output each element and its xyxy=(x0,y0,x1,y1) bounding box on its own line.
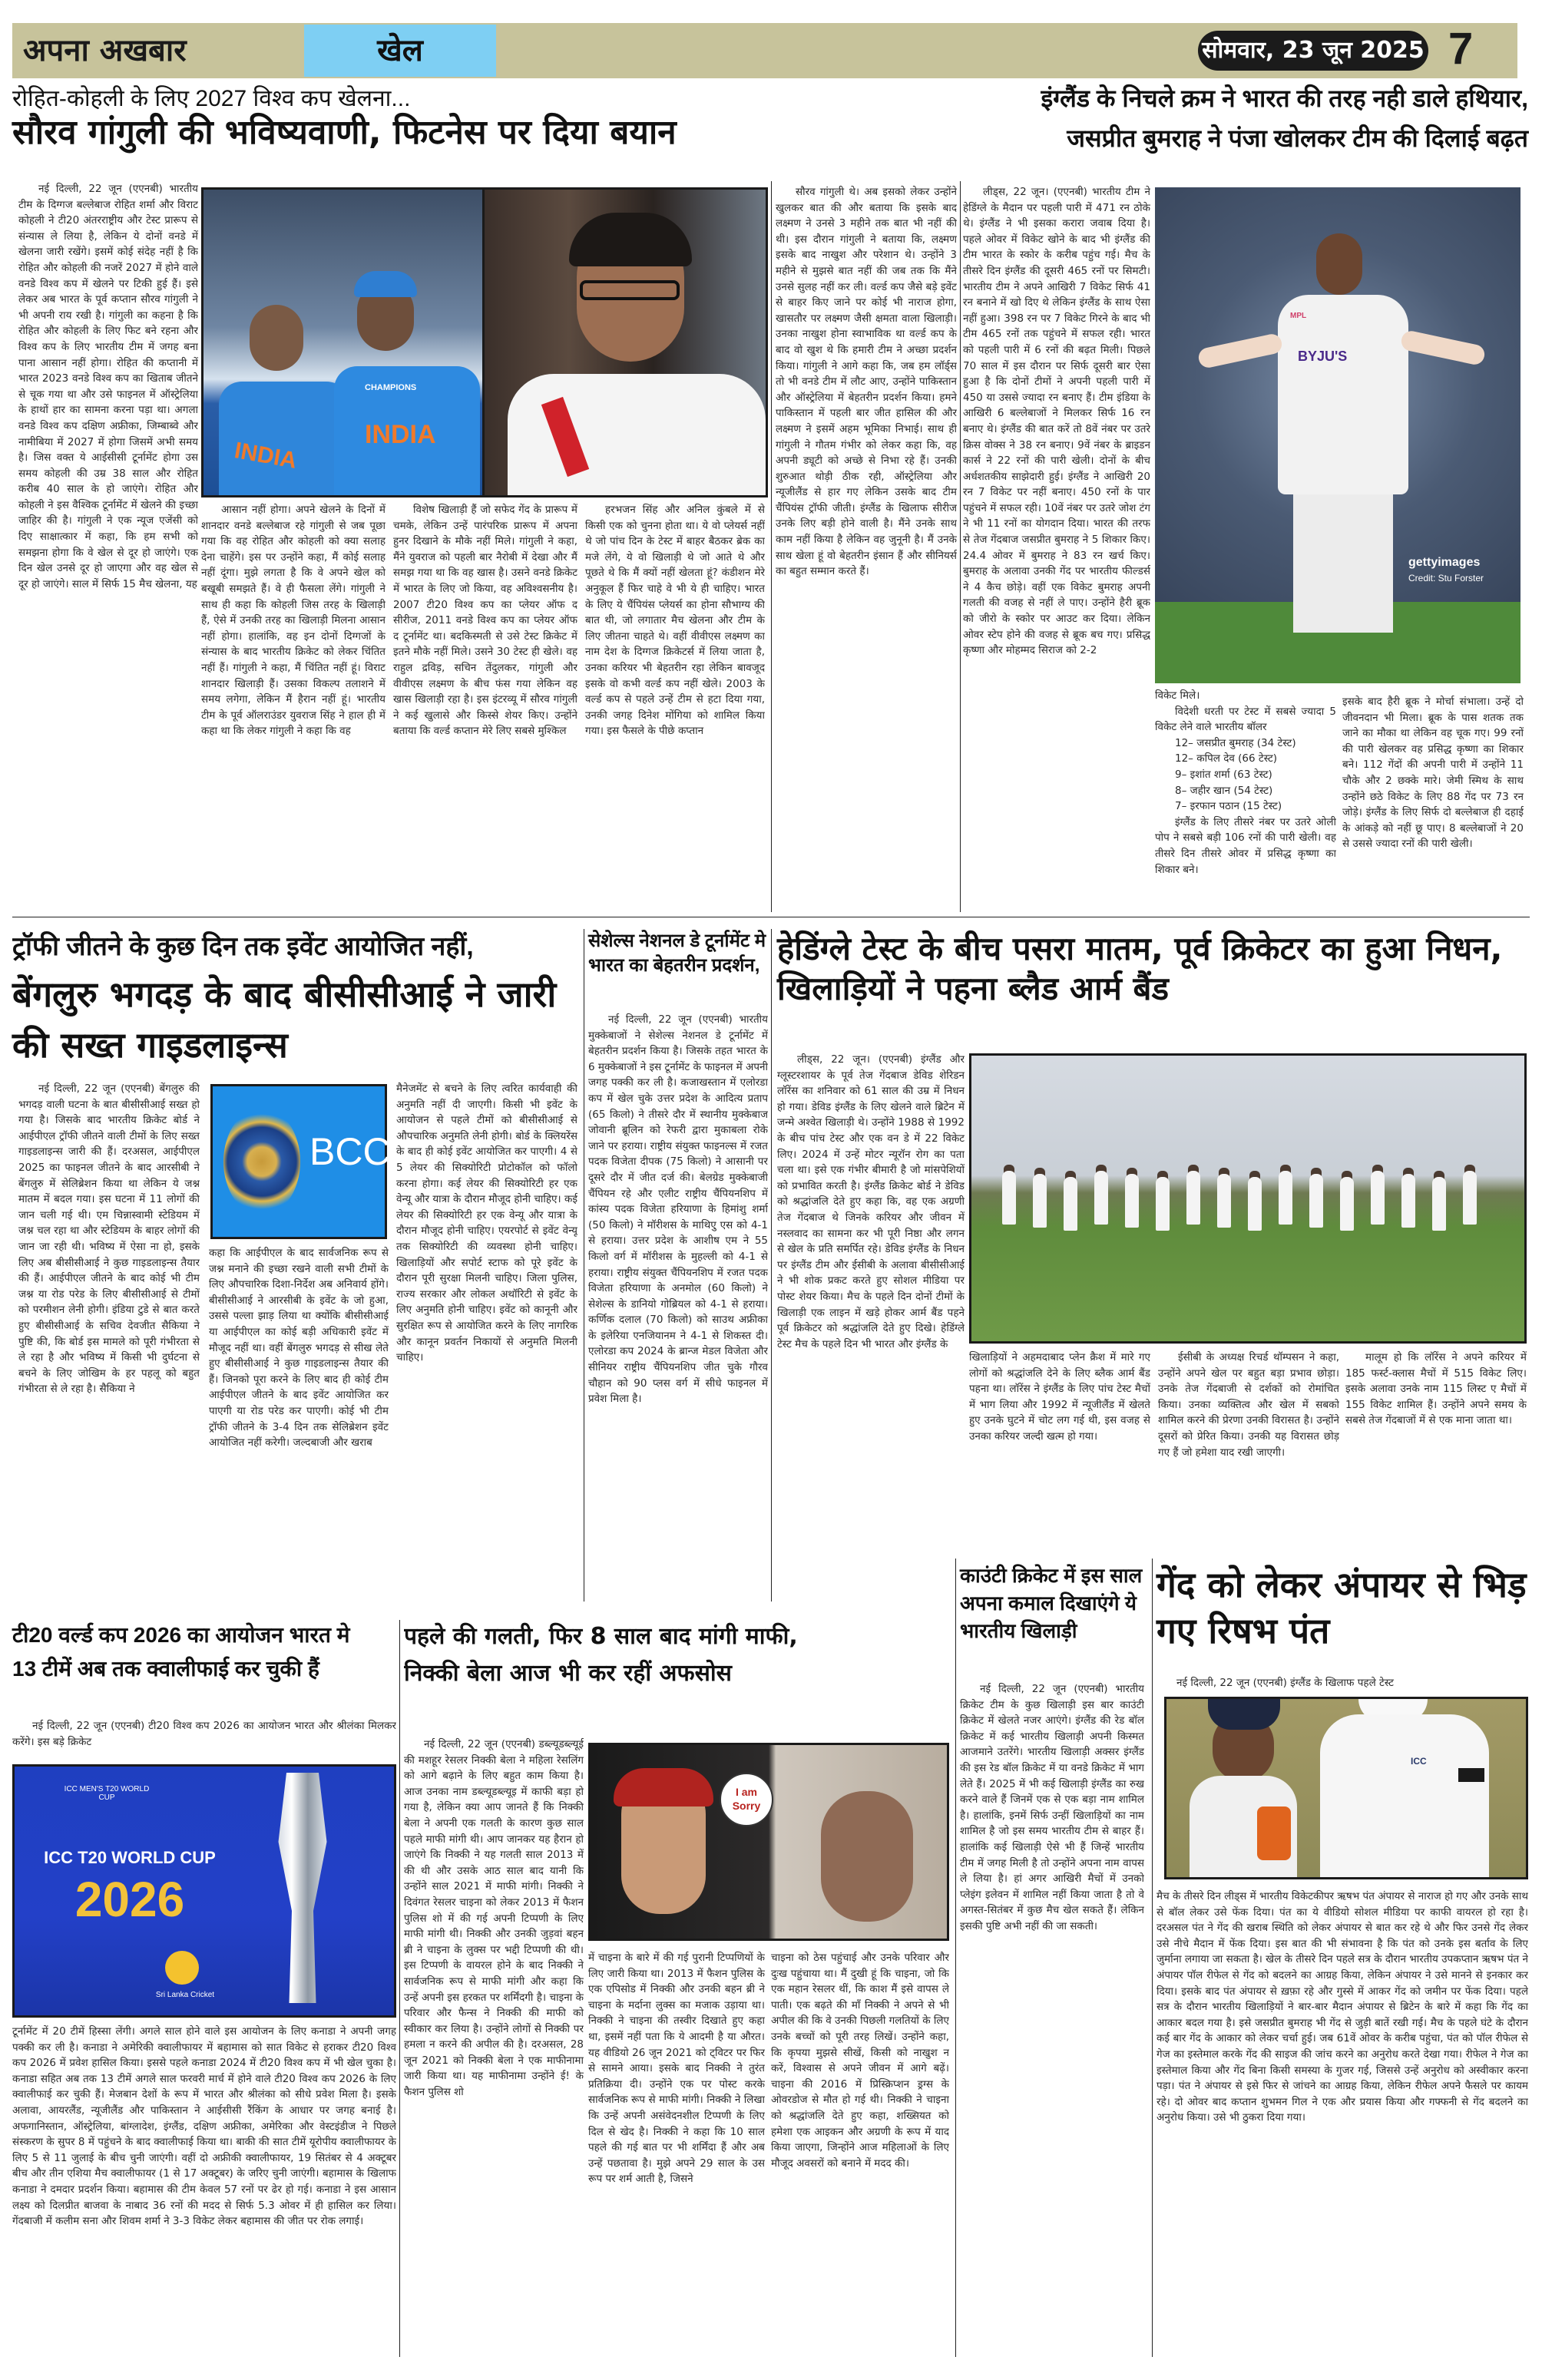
column-rule xyxy=(1152,1559,1153,2357)
ganguly-hair xyxy=(569,213,692,266)
partner-label: Sri Lanka Cricket xyxy=(155,1991,215,1999)
test-whites xyxy=(1278,295,1408,494)
section-tab[interactable] xyxy=(304,25,496,77)
boxing-headline: सेशेल्स नेशनल डे टूर्नामेंट मे भारत का बेहतरीन प्रदर्शन, xyxy=(588,931,766,976)
player-figure xyxy=(1125,1174,1139,1228)
bowler-list-item: 12– जसप्रीत बुमराह (34 टेस्ट) xyxy=(1175,736,1296,749)
player-figure xyxy=(1279,1171,1292,1225)
headingley-headline: हेडिंग्ले टेस्ट के बीच पसरा मातम, पूर्व क्रिकेटर का हुआ निधन, खिलाड़ियों ने पहना ब्लैड आर्म बैंड xyxy=(777,930,1503,1007)
ganguly-kicker: रोहित-कोहली के लिए 2027 विश्व कप खेलना... xyxy=(12,86,411,111)
page-number: 7 xyxy=(1448,24,1474,74)
players-line xyxy=(1002,1163,1494,1232)
column-rule xyxy=(771,181,772,912)
right-arm xyxy=(1399,329,1486,366)
nikki-col-1: नई दिल्ली, 22 जून (एएनबी) डब्ल्यूडब्ल्यूई की मशहूर रेसलर निक्की बेला ने महिला रेसलिंग को आगे बढ़ाने के लिए बहुत काम किया है। आज उनका नाम डब्ल्यूडब्ल्यूइ में काफी बड़ा हो गया है, लेकिन क्या आप जानते हैं कि निक्की बेला ने अपनी एक गलती के कारण कुछ साल पहले माफी मांगी थी। आप जानकर यह हैरान हो जाएंगे कि निक्की ने यह गलती साल 2013 में की थी और उसके आठ साल बाद यानी कि उन्होंने साल 2021 में माफी मांगी। निक्की ने दिवंगत रेसलर चाइना को लेकर 2013 में फैशन पुलिस शो में की गई अपनी टिप्पणी के लिए माफी मांगी थी। निक्की और उनकी जुड़वां बहन ब्री ने चाइना के लुक्स पर भद्दी टिप्पणी की थी। इस टिप्पणी के वायरल होने के बाद निक्की ने सार्वजनिक रूप से माफी मांगी और कहा कि उन्हें अपनी इस हरकत पर शर्मिंदगी है। चाइना के परिवार और फैन्स ने निक्की की माफी को स्वीकार कर लिया है। उन्होंने लोगों से निक्की पर हमला न करने की अपील की है। दरअसल, 28 जून 2021 को निक्की बेला ने एक माफीनामा जारी किया था। यह माफीनामा उन्होंने ई! के फैशन पुलिस शो xyxy=(404,1738,584,2099)
nikki-photo xyxy=(588,1743,949,1941)
column-rule xyxy=(399,1620,400,2357)
pant-headline: गेंद को लेकर अंपायर से भिड़ गए रिषभ पंत xyxy=(1156,1564,1527,1651)
nikki-headline-2: निक्की बेला आज भी कर रहीं अफसोस xyxy=(404,1660,732,1687)
glasses-shape xyxy=(580,280,680,300)
bumrah-face xyxy=(1316,233,1362,295)
ganguly-col-3: विशेष खिलाड़ी हैं जो सफेद गेंद के प्रारूप में चमके, लेकिन उन्हें पारंपरिक प्रारूप में अपना हुनर दिखाने के मौके नहीं मिले। गांगुली ने कहा, मैंने युवराज को पहली बार नैरोबी में देखा और मैं समझ गया था कि वह खास है। उसने वनडे क्रिकेट में भारत के लिए जो किया, वह अविश्वसनीय है। 2007 टी20 विश्व कप का प्लेयर ऑफ द सीरीज, 2011 वनडे विश्व कप का प्लेयर ऑफ द टूर्नामेंट था। बदकिस्मती से उसे टेस्ट क्रिकेट में इतने मौके नहीं मिले। उसने 30 टेस्ट ही खेले। वह राहुल द्रविड़, सचिन तेंदुलकर, गांगुली और वीवीएस लक्ष्मण के बीच फंस गया लेकिन वह खास खिलाड़ी रहा है। इस इंटरव्यू में सौरव गांगुली ने कई खुलासे और किस्से शेयर किए। उन्होंने बताया कि वर्ल्ड कप्तान मेरे लिए सबसे मुश्किल xyxy=(393,504,577,738)
boxing-body: नई दिल्ली, 22 जून (एएनबी) भारतीय मुक्केबाजों ने सेशेल्स नेशनल डे टूर्नामेंट में बेहतरीन प्रदर्शन किया है। जिसके तहत भारत के 6 मुक्केबाजों ने इस टूर्नामेंट के फाइनल में अपनी जगह पक्की कर ली है। कजाखस्तान में एलोरडा कप में खेल चुके उत्तर प्रदेश के आदित्य प्रताप (65 किलो) ने तीसरे दौर में स्थानीय मुक्केबाज जोवानी ब्रूलिन को रेफरी द्वारा मुकाबला रोके जाने पर हराया। राष्ट्रीय संयुक्त फाइनल्स में रजत पदक विजेता दीपक (75 किलो) ने आसानी पर दूसरे दौर में जीत दर्ज की। बेलग्रेड मुक्केबाजी चैंपियन रहे और एलीट राष्ट्रीय चैंपियनशिप में कांस्य पदक विजेता हरियाणा के हिमांशु शर्मा (50 किलो) ने मॉरीशस के माथिएु एस को 4-1 से हराया। उत्तर प्रदेश के आशीष एम ने 55 किलो वर्ग में मॉरीशस के मुहल्ली को 4-1 से हराया। राष्ट्रीय संयुक्त चैंपियनशिप में रजत पदक विजेता हरियाणा के अनमोल (60 किलो) ने सेशेल्स के डानियो गोब्रियल को 4-1 से हराया। कर्णिक दलाल (70 किलो) को साउथ अफ्रीका के इलेरिया एनजियानम ने 4-1 से शिकस्त दी। एलोरडा कप 2024 के ब्रान्ज मेडल विजेता और सीनियर राष्ट्रीय चैंपियनशिप जीत चुके गौरव चौहान को 90 प्लस वर्ग में सीधे फाइनल में प्रवेश मिला है। xyxy=(588,1013,768,1406)
nikki-headline-1: पहले की गलती, फिर 8 साल बाद मांगी माफी, xyxy=(404,1623,798,1650)
bcci-logo-text: BCCI xyxy=(309,1130,402,1173)
date-badge: सोमवार, 23 जून 2025 xyxy=(1198,31,1428,71)
bowler-list-item: 12– कपिल देव (66 टेस्ट) xyxy=(1175,752,1278,765)
white-shirt xyxy=(508,374,766,497)
icc-badge: ICC xyxy=(1411,1756,1427,1767)
player-figure xyxy=(1186,1171,1200,1225)
player-figure xyxy=(1463,1171,1477,1225)
speech-bubble: I am Sorry xyxy=(720,1773,773,1826)
bcci-col-1: नई दिल्ली, 22 जून (एएनबी) बेंगलुरु की भगदड़ वाली घटना के बात बीसीसीआई सख्त हो गया है। जिसके बाद भारतीय क्रिकेट बोर्ड ने आईपीएल ट्रॉफी जीतने वाली टीमों के लिए सख्त गाइडलाइन्स जारी की हैं। दरअसल, आईपीएल 2025 का फाइनल जीतने के बाद आरसीबी ने बेंगलुरु में सेलिब्रेशन किया था लेकिन ये जश्न मातम में बदल गया। इस घटना में 11 लोगों की जान चली गई थी। एम चिन्नास्वामी स्टेडियम में जश्न चल रहा था और स्टेडियम के बाहर लोगों की जान जा रही थी। भविष्य में ऐसा ना हो, इसके लिए अब बीसीसीआई ने कुछ गाइडलाइन्स तैयार की हैं। आईपीएल जीतने के बाद कोई भी टीम जश्न या रोड परेड के लिए बीसीसीआई से टीमों को परमीशन लेनी होगी। इंडिया टुडे से बात करते हुए बीसीसीआई के सचिव देवजीत सैकिया ने पुष्टि की, कि बोर्ड इस मामले को पूरी गंभीरता से ले रहा है और भविष्य में किसी भी दुर्घटना से बचने के लिए जोखिम के हर पहलू को बहुत गंभीरता से ले रहा है। सैकिया ने xyxy=(18,1083,200,1396)
left-arm xyxy=(1196,332,1283,369)
bcci-crest-icon xyxy=(223,1108,300,1215)
section-label: खेल xyxy=(377,33,423,68)
keeping-gloves xyxy=(1257,1806,1291,1860)
pant-cap xyxy=(1208,1699,1280,1730)
bowler-list-item: 8– जहीर खान (54 टेस्ट) xyxy=(1175,784,1273,797)
t20wc-event-title: ICC T20 WORLD CUP xyxy=(44,1848,216,1867)
county-body: नई दिल्ली, 22 जून (एएनबी) भारतीय क्रिकेट टीम के कुछ खिलाड़ी इस बार काउंटी क्रिकेट में खेलते नजर आएंगे। इंग्लैंड की रेड बॉल क्रिकेट में कई भारतीय खिलाड़ी अपनी किस्मत आजमाने उतरेंगे। भारतीय खिलाड़ी अक्सर इंग्लैंड की इस रेड बॉल क्रिकेट में या वनडे क्रिकेट में भाग लेते हैं। 2025 में भी कई खिलाड़ी इंग्लैंड का रुख करने वाले हैं जिनमें एक से एक बड़ा नाम शामिल है। हालांकि, इनमें सिर्फ उन्हीं खिलाड़ियों का नाम शामिल है जो इस समय भारतीय टीम से बाहर हैं। हालांकि कई खिलाड़ी ऐसे भी हैं जिन्हें भारतीय टीम में जगह मिली है तो उन्होंने अपना नाम वापस ले लिया है। हां अगर आखिरी मैचों में उनको प्लेइंग इलेवन में शामिल नहीं किया जाता है तो वे अगस्त-सितंबर में कुछ मैच खेल सकते हैं। लेकिन इसकी पुष्टि अभी नहीं की जा सकती। xyxy=(960,1683,1144,1932)
player-figure xyxy=(1217,1174,1231,1228)
pant-umpire-photo xyxy=(1164,1697,1528,1879)
bowler-list-title: विदेशी धरती पर टेस्ट में सबसे ज्यादा 5 विकेट लेने वाले भारतीय बॉलर xyxy=(1155,705,1336,734)
brand-logo: अपना अखबार xyxy=(23,32,187,68)
getty-watermark: gettyimages xyxy=(1408,556,1481,569)
ganguly-headline: सौरव गांगुली की भविष्यवाणी, फिटनेस पर दिया बयान xyxy=(12,113,677,152)
black-armband xyxy=(1458,1768,1484,1782)
player-figure xyxy=(1371,1171,1385,1225)
player-figure xyxy=(1401,1174,1415,1228)
t20wc-small-logo: ICC MEN'S T20 WORLD CUP xyxy=(64,1785,150,1802)
headingley-col-3: ईसीबी के अध्यक्ष रिचर्ड थॉम्पसन ने कहा, उन्होंने अपने खेल पर बहुत बड़ा प्रभाव छोड़ा। उनके तेज गेंदबाजी से दर्शकों को रोमांचित किया। उनका व्यक्तित्व और खेल में सबको शामिल करने की प्रेरणा उनकी विरासत है। उन्होंने दूसरों को प्रेरित किया। उनकी यह विरासत छोड़ गए हैं जो हमेशा याद रखी जाएगी। xyxy=(1158,1351,1339,1459)
player-figure xyxy=(1248,1177,1262,1231)
t20wc-year: 2026 xyxy=(74,1872,185,1927)
ganguly-col-5: सौरव गांगुली थे। अब इसको लेकर उन्होंने खुलकर बात की और बताया कि इसके बाद लक्ष्मण ने उनसे 3 महीने तक बात भी नहीं की थी। इस दौरान गांगुली ने बताया कि, लक्ष्मण इसके बाद नाखुश और परेशान थे। उन्होंने 3 महीने से मुझसे बात नहीं की जब तक कि मैंने उनसे सुलह नहीं कर ली। वर्ल्ड कप जैसे बड़े इवेंट से बाहर किए जाने पर कोई भी नाराज होगा, खासतौर पर लक्ष्मण जैसी क्षमता वाला खिलाड़ी। उनका नाखुश होना स्वाभाविक था वर्ल्ड कप के बाद वो खुश थे कि हमारी टीम ने अच्छा प्रदर्शन किया। गांगुली ने आगे कहा कि, जब हम लॉर्ड्स तो भी वनडे टीम में लौट आए, उन्होंने पाकिस्तान और ऑस्ट्रेलिया में बेहतरीन प्रदर्शन किया। हमने पाकिस्तान में पहली बार जीत हासिल की और लक्ष्मण ने इसमें अहम भूमिका निभाई। साथ ही गांगुली ने गौतम गंभीर को लेकर कहा कि, वह अपनी ड्यूटी को अच्छे से निभा रहे हैं। उनकी शुरुआत थोड़ी ठीक रही, ऑस्ट्रेलिया और न्यूजीलैंड से हार गए लेकिन उसके बाद टीम चैंपियंस ट्रॉफी जीती। इंग्लैंड के खिलाफ सीरीज उनके लिए बड़ी होने वाली है। मैंने उनके साथ काम नहीं किया है लेकिन वह जुनूनी है। मैं उनके साथ खेला हूं वो बेहतरीन इंसान हैं और सीनियर्स का बहुत सम्मान करते हैं। xyxy=(776,186,957,578)
bumrah-col-1: लीड्स, 22 जून। (एएनबी) भारतीय टीम ने हेडिंग्ले के मैदान पर पहली पारी में 471 रन ठोके थे। इंग्लैंड ने भी इसका करारा जवाब दिया है। पहले ओवर में विकेट खोने के बाद भी इंग्लैंड की टीम भारत के स्कोर के करीब पहुंच गई। मैच के तीसरे दिन इंग्लैंड की दूसरी 465 रनों पर सिमटी। भारतीय टीम ने अपने आखिरी 7 विकेट सिर्फ 41 रन बनाने में खो दिए थे लेकिन इंग्लैंड के साथ ऐसा नहीं हुआ। 398 रन पर 7 विकेट गिरने के बाद भी टीम 465 रनों तक पहुंचने में सफल रही। भारत को पहली पारी में 6 रनों की बढ़त मिली। पिछले 70 साल में इस दौरान पर सिर्फ दूसरी बार ऐसा हुआ है कि दोनों टीमों ने अपनी पहली पारी में 450 या उससे ज्यादा रन बनाए हैं। टीम इंडिया के आखिरी 6 बल्लेबाजों ने मिलकर सिर्फ 16 रन बनाए थे। इंग्लैंड की बात करें तो 8वें नंबर पर उतरे क्रिस वोक्स ने 38 रन बनाए। 9वें नंबर के ब्राइडन कार्स ने 22 रनों की पारी खेली। दोनों के बीच अर्धशतकीय साझेदारी हुई। इंग्लैंड ने आखिरी 20 रन 7 विकेट पर नहीं बनाए। 450 रनों के पार पहुंचने में सफल रही। 10वें नंबर पर उतरे जोश टंग ने भी 11 रनों का योगदान दिया। भारत की तरफ से तेज गेंदबाज जसप्रीत बुमराह ने 5 शिकार किए। 24.4 ओवर में बुमराह ने 83 रन खर्च किए। बुमराह के अलावा उनकी गेंद पर भारतीय फील्डर्स ने 4 कैच छोड़े। वहीं एक विकेट बुमराह अपनी गलती की वजह से नहीं ले पाए। उन्होंने हैरी ब्रूक को जीरो के स्कोर पर आउट कर दिया। लेकिन ओवर स्टेप होने की वजह से ब्रूक बच गए। प्रसिद्ध कृष्णा और मोहम्मद सिराज को 2-2 xyxy=(963,186,1150,657)
ganguly-col-4: हरभजन सिंह और अनिल कुंबले में से किसी एक को चुनना होता था। ये वो प्लेयर्स नहीं थे जो पांच दिन के टेस्ट में बाहर बैठकर ब्रेक का मजे लेंगे, ये वो खिलाड़ी थे जो आते थे और पूछते थे कि मैं क्यों नहीं खेलता हूं? कंडीशन मेरे अनुकूल हैं फिर चाहे वे भी ये ही चाहिए। भारत के लिए ये चैंपियंस प्लेयर्स का होना सौभाग्य की बात थी, जो लगातार मैच खेलना और टीम के लिए जीतना चाहते थे। वहीं वीवीएस लक्ष्मण का नाम देश के दिग्गज क्रिकेटर्स में लिया जाता है, उनका करियर भी बेहतरीन रहा लेकिन बावजूद इसके वो कभी वर्ल्ड कप नहीं खेले। 2003 के वर्ल्ड कप से पहले उन्हें टीम से हटा दिया गया, उनकी जगह दिनेश मोंगिया को शामिल किया गया। इस फैसले के पीछे कप्तान xyxy=(585,504,765,738)
player-head-1 xyxy=(250,305,303,371)
bumrah-col-2-after: इंग्लैंड के लिए तीसरे नंबर पर उतरे ओली पोप ने सबसे बड़ी 106 रनों की पारी खेली। वह तीसरे दिन तीसरे ओवर में प्रसिद्ध कृष्णा का शिकार बने। xyxy=(1155,815,1336,876)
headingley-team-photo xyxy=(969,1053,1527,1344)
trophy-icon xyxy=(276,1773,329,2003)
cap-shape xyxy=(354,271,417,297)
bumrah-col-2-intro: विकेट मिले। xyxy=(1155,689,1200,702)
nikki-col-2: में चाइना के बारे में की गई पुरानी टिप्पणियों के लिए जारी किया था। 2013 में फैशन पुलिस के एक एपिसोड में निक्की और उनकी बहन ब्री ने चाइना के मर्दाना लुक्स का मजाक उड़ाया था। निक्की ने चाइना की तस्वीर दिखाते हुए कहा था, इसमें नहीं पता कि ये आदमी है या औरत। यह वीडियो 26 जून 2021 को ट्विटर पर फिर से सामने आया। इसके बाद निक्की ने तुरंत प्रतिक्रिया दी। उन्होंने एक पर पोस्ट करके सार्वजनिक रूप से माफी मांगी। निक्की ने लिखा कि उन्हें अपनी असंवेदनशील टिप्पणी के लिए दिल से खेद है। निक्की ने कहा कि 10 साल पहले की गई बात पर भी शर्मिंदा हैं और अब उन्हें पछतावा है। मुझे अपने 29 साल के उस रूप पर शर्म आती है, जिसने xyxy=(588,1952,765,2186)
pant-lede: नई दिल्ली, 22 जून (एएनबी) इंग्लैंड के खिलाफ पहले टेस्ट xyxy=(1176,1677,1394,1689)
bumrah-col-2 xyxy=(1155,688,1336,878)
t20wc-body: टूर्नामेंट में 20 टीमें हिस्सा लेंगी। अगले साल होने वाले इस आयोजन के लिए कनाडा ने अपनी जगह पक्की कर ली है। कनाडा ने अमेरिकी क्वालीफायर में बहामास को सात विकेट से हराकर टी20 विश्व कप 2026 में प्रवेश हासिल किया। इससे पहले कनाडा 2024 में टी20 विश्व कप में भी खेल चुका है। कनाडा सहित अब तक 13 टीमें अगले साल फरवरी मार्च में होने वाले टी20 विश्व कप 2026 के लिए क्वालीफाई कर चुकी हैं। मेजबान देशों के रूप में भारत और श्रीलंका को सीधे प्रवेश मिला है। इसके अलावा, आयरलैंड, न्यूजीलैंड और पाकिस्तान ने आईसीसी रैंकिंग के आधार पर जगह बनाई है। अफगानिस्तान, ऑस्ट्रेलिया, बांग्लादेश, इंग्लैंड, दक्षिण अफ्रीका, अमेरिका और वेस्टइंडीज ने पिछले संस्करण के सुपर 8 में पहुंचने के बाद क्वालीफाई किया था। बाकी की सात टीमें यूरोपीय क्वालीफायर के लिए 5 से 11 जुलाई के बीच चुनी जाएंगी। वहीं दो अफ्रीकी क्वालीफायर, 19 सितंबर से 4 अक्टूबर बीच और तीन एशिया मैच क्वालीफायर (1 से 17 अक्टूबर) के जरिए चुनी जाएंगी। बहामास के खिलाफ कनाडा ने दमदार प्रदर्शन किया। बहामास की टीम केवल 57 रनों पर ढेर हो गई। कनाडा ने इस आसान लक्ष्य को दिलप्रीत बाजवा के नाबाद 36 रनों की मदद से सिर्फ 5.3 ओवर में ही हासिल कर लिया। गेंदबाजी में कलीम सना और शिवम शर्मा ने 3-3 विकेट लेकर बहामास की जीत पर रोक लगाई। xyxy=(12,2025,396,2228)
umpire-shirt xyxy=(1320,1714,1489,1879)
player-figure xyxy=(1064,1177,1077,1231)
player-figure xyxy=(1432,1177,1446,1231)
jersey-text-2: INDIA xyxy=(365,420,436,449)
photo-credit: Credit: Stu Forster xyxy=(1408,573,1484,583)
player-figure xyxy=(1002,1171,1016,1225)
column-rule xyxy=(960,181,961,912)
t20wc-graphic xyxy=(12,1764,396,2018)
bcci-logo-image xyxy=(210,1084,402,1239)
bcci-col-3: मैनेजमेंट से बचने के लिए त्वरित कार्यवाही की अनुमति नहीं दी जाएगी। किसी भी इवेंट के आयोजन से पहले टीमों को बीसीसीआई से औपचारिक अनुमति लेनी होगी। बोर्ड के क्लियरेंस के बाद ही कोई इवेंट आयोजित कर पाएगी। 4 से 5 लेयर की सिक्योरिटी प्रोटोकॉल को फॉलो करना होगा। कई लेयर की सिक्योरिटी हर एक वेन्यू और यात्रा के दौरान मौजूद होनी चाहिए। कई लेयर की सिक्योरिटी हर एक वेन्यू और यात्रा के दौरान मौजूद होनी चाहिए। एयरपोर्ट से इवेंट वेन्यू तक सिक्योरिटी की व्यवस्था होनी चाहिए। खिलाड़ियों और सपोर्ट स्टाफ को पूरे इवेंट के दौरान पूरी सुरक्षा मिलनी चाहिए। जिला पुलिस, राज्य सरकार और लोकल अथॉरिटी से इवेंट के लिए अनुमति होनी चाहिए। इवेंट को कानूनी और सुरक्षित रूप से आयोजित करने के लिए नागरिक और कानून प्रवर्तन निकायों से अनुमति मिलनी चाहिए। xyxy=(396,1083,577,1364)
player-figure xyxy=(1033,1174,1047,1228)
jersey-text-1: INDIA xyxy=(232,438,299,474)
bumrah-headline-1: इंग्लैंड के निचले क्रम ने भारत की तरह नही डाले हथियार, xyxy=(1041,84,1528,112)
ganguly-photo xyxy=(482,187,768,497)
player-figure xyxy=(1340,1177,1354,1231)
t20wc-lede: नई दिल्ली, 22 जून (एएनबी) टी20 विश्व कप 2026 का आयोजन भारत और श्रीलंका मिलकर करेंगे। इस बड़े क्रिकेट xyxy=(12,1720,396,1748)
bcci-headline: बेंगलुरु भगदड़ के बाद बीसीसीआई ने जारी की सख्त गाइडलाइन्स xyxy=(12,973,557,1066)
red-cap xyxy=(614,1768,713,1806)
headingley-col-4: मालूम हो कि लॉरेंस ने अपने करियर में 185 फर्स्ट-क्लास मैचों में 515 विकेट लिए। इसके अलावा उनके नाम 115 लिस्ट ए मैचों में 155 विकेट शामिल हैं। उन्होंने अपने समय के सबसे तेज गेंदबाजों में से एक माना जाता था। xyxy=(1345,1351,1527,1427)
sri-lanka-cricket-emblem xyxy=(165,1951,199,1985)
pant-body: मैच के तीसरे दिन लीड्स में भारतीय विकेटकीपर ऋषभ पंत अंपायर से नाराज हो गए और उनके साथ से बॉल लेकर उसे फेंक दिया। पंत का ये वीडियो सोशल मीडिया पर काफी वायरल हो रहा है। दरअसल पंत ने गेंद की खराब स्थिति को लेकर अंपायर से बात कर रहे थे और फिर उनसे गेंद लेकर उसे नीचे मैदान में फेंक दिया। इस बात की भी संभावना है कि पंत को उनके इस बर्ताव के लिए जुर्माना लगाया जा सकता है। खेल के तीसरे दिन पहले सत्र के दौरान भारतीय उपकप्तान ऋषभ पंत ने अंपायर पॉल रीफेल से गेंद को बदलने का आग्रह किया, लेकिन अंपायर ने उसे मानने से इनकार कर दिया। इसके बाद पंत अंपायर से ख़फ़ा रहे और गुस्से में आकर गेंद को जमीन पर फेंक दिया। पहले सत्र के दौरान भारतीय खिलाड़ियों ने बार-बार मैदान अंपायर से ब्रिटेन के बारे में कहा कि गेंद का आकार बदल गया है। इसे जसप्रीत बुमराह भी गेंद से जुड़ी बातें रखी गई। मैच के पहले घंटे के दौरान कई बार गेंद के आकार को लेकर चर्चा हुई। जब 61वें ओवर के करीब पहुंचा, पंत को पॉल रीफेल से गेज का इस्तेमाल करके गेंद की साइज की जांच करने का अनुरोध करते देखा गया। रीफेल ने गेज का इस्तेमाल किया और गेंद बिना किसी समस्या के गुजर गई, जिससे उन्हें अनुरोध को अस्वीकार करना पड़ा। पंत ने अंपायर से इसे फिर से जांचने का आग्रह किया, लेकिन रीफेल अपने फैसले पर कायम रहे। दो ओवर बाद कप्तान शुभमन गिल ने एक और प्रयास किया और गफ्फनी से गेंद बदलने का अनुरोध किया। उसे भी ठुकरा दिया गया। xyxy=(1156,1890,1528,2124)
player-figure xyxy=(1309,1174,1323,1228)
bumrah-headline-2: जसप्रीत बुमराह ने पंजा खोलकर टीम की दिलाई बढ़त xyxy=(1067,124,1528,152)
bumrah-col-3: इसके बाद हैरी ब्रूक ने मोर्चा संभाला। उन्हें दो जीवनदान भी मिला। ब्रूक के पास शतक तक जाने का मौका था लेकिन वह चूक गए। 99 रनों की पारी खेलकर वह प्रसिद्ध कृष्णा का शिकार बने। 112 गेंदों की अपनी पारी में उन्होंने 11 चौके और 2 छक्के मारे। जेमी स्मिथ के साथ उन्होंने छठे विकेट के लिए 88 गेंद पर 73 रन जोड़े। इंग्लैंड के लिए सिर्फ दो बल्लेबाज ही दहाई के आंकड़े को नहीं छू पाए। 8 बल्लेबाजों ने 20 से उससे ज्यादा रनों की पारी खेली। xyxy=(1342,696,1524,851)
jersey-badge: CHAMPIONS xyxy=(365,383,417,392)
trousers xyxy=(1293,494,1393,633)
nikki-col-3: चाइना को ठेस पहुंचाई और उनके परिवार और दुःख पहुंचाया था। मैं दुखी हूं कि चाइना, जो कि एक महान रेसलर थीं, कि काश मैं इसे वापस ले पाती। एक बढ़ते की माँ निक्की ने अपने से भी अपील की कि वे उनकी पिछली गलतियों के लिए उनके बच्चों को पूरी तरह लिखें। उन्होंने कहा, कि कृपया मुझसे सीखें, किसी को नाखुश न करें, विश्वास से अपने जीवन में आगे बढ़ें। चाइना की 2016 में प्रिस्क्रिप्शन ड्रग्स के ओवरडोज से मौत हो गई थी। निक्की ने चाइना को श्रद्धांजलि देते हुए कहा, शख्सियत को हमेशा एक आइकन और अग्रणी के रूप में याद किया जाएगा, जिन्होंने आज महिलाओं के लिए मौजूद अवसरों को बनाने में मदद की। xyxy=(771,1952,949,2170)
bcci-kicker: ट्रॉफी जीतने के कुछ दिन तक इवेंट आयोजित नहीं, xyxy=(12,932,474,961)
kohli-rohit-photo xyxy=(201,187,485,497)
person-2-face xyxy=(821,1791,913,1922)
bowler-list xyxy=(1155,735,1336,815)
column-rule xyxy=(771,929,772,1602)
ganguly-col-2: आसान नहीं होगा। अपने खेलने के दिनों में शानदार वनडे बल्लेबाज रहे गांगुली से जब पूछा गया कि वह रोहित और कोहली को क्या सलाह देना चाहेंगे। इस पर उन्होंने कहा, मैं कोई सलाह नहीं दूंगा। मुझे लगता है कि वे अपने खेल को बखूबी समझते हैं। वे ही फैसला लेंगे। गांगुली ने साथ ही कहा कि कोहली जिस तरह के खिलाड़ी हैं, ऐसे में उनकी तरह का खिलाड़ी मिलना आसान नहीं होगा। हालांकि, वह इन दोनों दिग्गजों के संन्यास के बाद भारतीय क्रिकेट को लेकर चिंतित नहीं हैं। गांगुली ने कहा, मैं चिंतित नहीं हूं। विराट शानदार खिलाड़ी हैं। उसका विकल्प तलाशने में समय लगेगा, लेकिन मैं हैरान नहीं हूं। भारतीय टीम के पूर्व ऑलराउंडर युवराज सिंह ने हाल ही में कहा था कि लेकर गांगुली ने कहा कि वह xyxy=(201,504,386,738)
bowler-list-item: 9– इशांत शर्मा (63 टेस्ट) xyxy=(1175,768,1272,781)
t20wc-headline-2: 13 टीमें अब तक क्वालीफाई कर चुकी हैं xyxy=(12,1657,319,1681)
ganguly-col-1: नई दिल्ली, 22 जून (एएनबी) भारतीय टीम के दिग्गज बल्लेबाज रोहित शर्मा और विराट कोहली ने टी20 अंतरराष्ट्रीय और टेस्ट प्रारूप से संन्यास ले लिया है, लेकिन ये दोनों वनडे में खेलना जारी रखेंगे। इसमें कोई संदेह नहीं है कि रोहित और कोहली की नजरें 2027 में होने वाले वनडे विश्व कप में खेलने पर टिकी हुई हैं। इसे लेकर अब भारत के पूर्व कप्तान सौरव गांगुली ने भी अपनी राय रखी है। गांगुली का कहना है कि रोहित और कोहली के लिए फिट बने रहना और विश्व कप के लिए भारतीय टीम में जगह बना पाना आसान नहीं होगा। रोहित की कप्तानी में भारत 2023 वनडे विश्व कप का खिताब जीतने से चूक गया था और उसे फाइनल में ऑस्ट्रेलिया के हाथों हार का सामना करना पड़ा था। अगला वनडे विश्व कप दक्षिण अफ्रीका, जिम्बाब्वे और नामीबिया में 2027 में होगा जिसमें अभी समय है। जिस वक्त ये आईसीसी टूर्नामेंट होगा उस समय कोहली की उम्र 38 साल और रोहित करीब 40 साल के हो जाएंगे। रोहित और कोहली ने इस वैश्विक टूर्नामेंट में खेलने की इच्छा जाहिर की है। गांगुली ने एक न्यूज एजेंसी को दिए साक्षात्कार में कहा, कि हम सभी को समझना होगा कि वे खेल से दूर हो जाएंगे। एक दिन खेल उनसे दूर हो जाएगा और वह खेल से दूर हो जाएंगे। साल में सिर्फ 15 मैच खेलना, यह xyxy=(18,183,198,590)
player-figure xyxy=(1156,1177,1170,1231)
bumrah-photo xyxy=(1155,187,1520,683)
county-headline: काउंटी क्रिकेट में इस साल अपना कमाल दिखाएंगे ये भारतीय खिलाड़ी xyxy=(960,1564,1143,1642)
player-figure xyxy=(1094,1171,1108,1225)
bowler-list-item: 7– इरफान पठान (15 टेस्ट) xyxy=(1175,800,1282,813)
headingley-col-1: लीड्स, 22 जून। (एएनबी) इंग्लैंड और ग्लूस्टरशायर के पूर्व तेज गेंदबाज डेविड शेरिडन लॉरेंस का शनिवार को 61 साल की उम्र में निधन हो गया। डेविड इंग्लैंड के लिए खेलने वाले ब्रिटेन में जन्मे अश्वेत खिलाड़ी थे। उन्होंने 1988 से 1992 के बीच पांच टेस्ट और एक वन डे में 22 विकेट लिए। 2024 में उन्हें मोटर न्यूरॉन रोग का पता चला था। इसे एक गंभीर बीमारी है जो मांसपेशियों को प्रभावित करती है। इंग्लैंड क्रिकेट बोर्ड ने डेविड को श्रद्धांजलि देते हुए कहा कि, वह एक अग्रणी तेज गेंदबाज थे जिनके करियर और जीवन में नस्लवाद का सामना कर भी पूरी निष्ठा और लगन से खेल के प्रति समर्पित रहे। डेविड इंग्लैंड के निधन पर इंग्लैंड टीम और ईसीबी के अलावा बीसीसीआई ने भी शोक प्रकट करते हुए सोशल मीडिया पर पोस्ट शेयर किया। मैच के पहले दिन दोनों टीमों के खिलाड़ी एक लाइन में खड़े होकर आर्म बैंड पहने पूर्व क्रिकेटर को श्रद्धांजलि देते हुए दिखे। हेडिंग्ले टेस्ट मैच के पहले दिन भी भारत और इंग्लैंड के xyxy=(777,1053,965,1350)
headingley-col-2: खिलाड़ियों ने अहमदाबाद प्लेन क्रैश में मारे गए लोगों को श्रद्धांजलि देने के लिए ब्लैक आर्म बैंड पहना था। लॉरेंस ने इंग्लैंड के लिए पांच टेस्ट मैचों में भाग लिया और 1992 में न्यूजीलैंड में खेलते हुए उनके घुटने में चोट लग गई थी, इस वजह से उनका करियर जल्दी खत्म हो गया। xyxy=(969,1351,1150,1443)
column-rule xyxy=(955,1559,956,2357)
shirt-logo: MPL xyxy=(1290,312,1307,320)
bcci-col-2: कहा कि आईपीएल के बाद सार्वजनिक रूप से जश्न मनाने की इच्छा रखने वाली सभी टीमों के लिए औपचारिक दिशा-निर्देश अब अनिवार्य होंगे। बीसीसीआई ने आरसीबी के इवेंट के जो हुआ, उससे पल्ला झाड़ लिया था क्योंकि बीसीसीआई या आईपीएल का कोई बड़ी अधिकारी इवेंट में मौजूद नहीं था। वहीं बेंगलुरु भगदड़ से सीख लेते हुए बीसीसीआई ने कुछ गाइडलाइन्स तैयार की हैं। जिनको पूरा करने के लिए बाद ही कोई टीम आईपीएल जीतने के बाद इवेंट आयोजित कर पाएगी या रोड परेड कर पाएगी। कोई भी टीम ट्रॉफी जीतने के 3-4 दिन तक सेलिब्रेशन इवेंट आयोजित नहीं करेगी। जल्दबाजी और खराब xyxy=(209,1247,389,1449)
shirt-sponsor: BYJU'S xyxy=(1298,349,1348,364)
t20wc-headline-1: टी20 वर्ल्ड कप 2026 का आयोजन भारत मे xyxy=(12,1623,350,1647)
